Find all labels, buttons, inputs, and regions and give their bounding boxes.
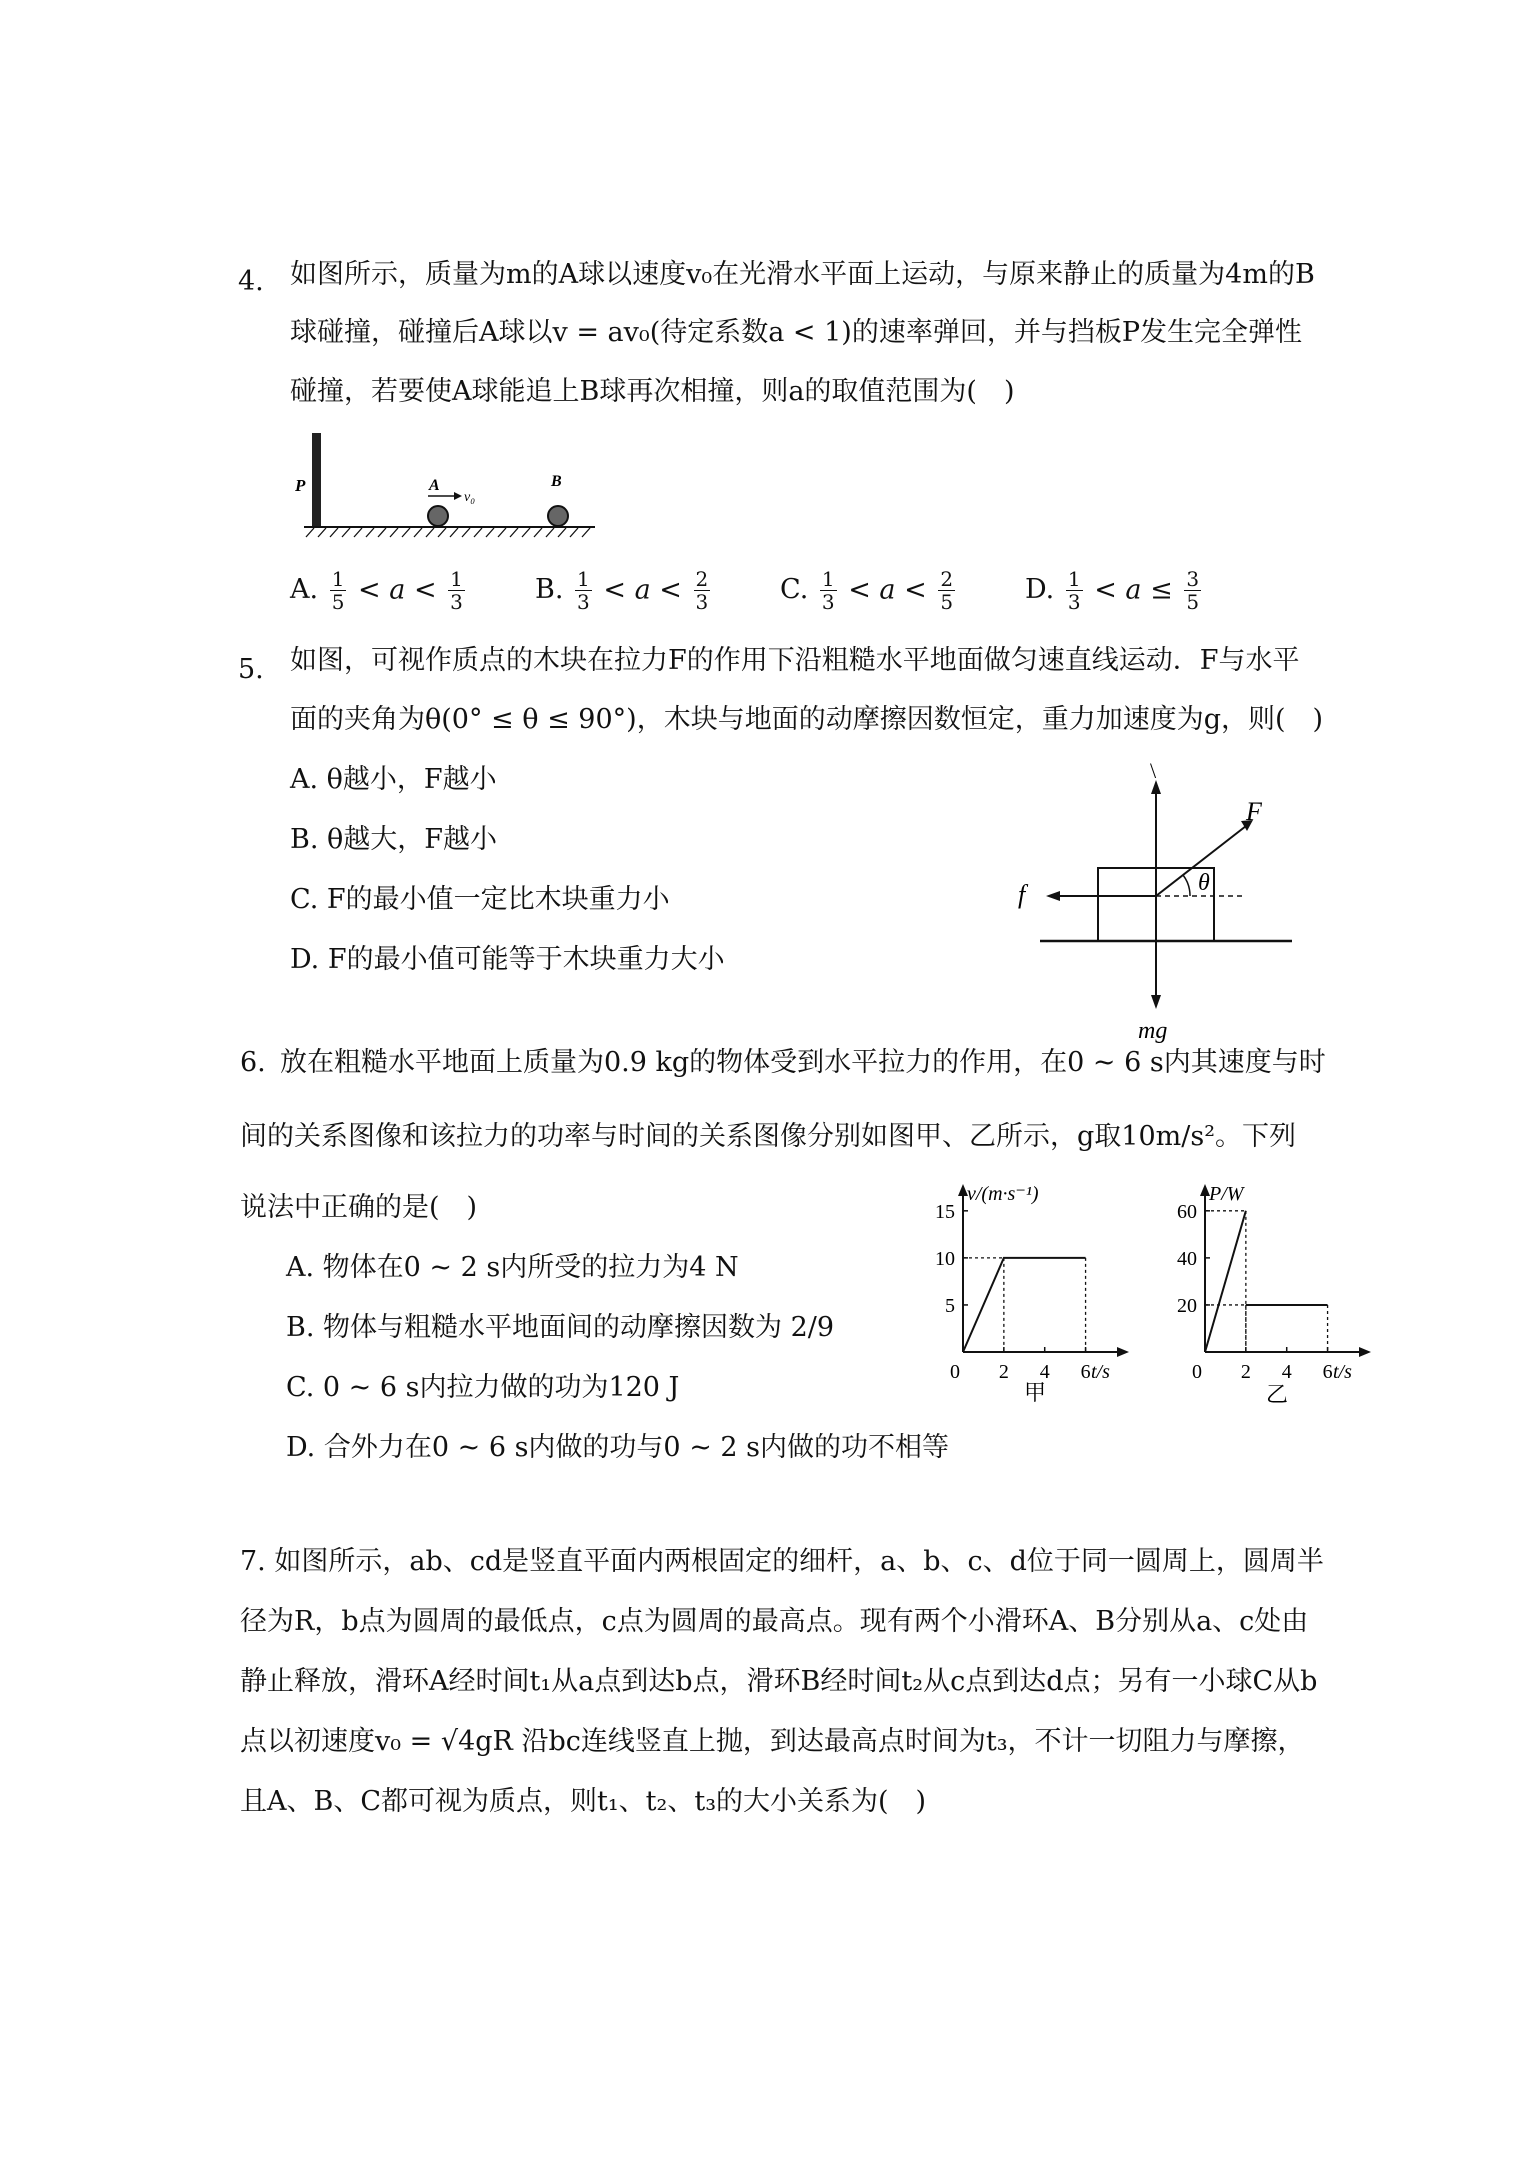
ball-b-label: B bbox=[551, 473, 562, 490]
q7-line-2: 径为R，b点为圆周的最低点，c点为圆周的最高点。现有两个小滑环A、B分别从a、c处由 bbox=[240, 1606, 1309, 1637]
q4-option-b: B. $\frac{1}{3}$ < a < $\frac{2}{3}$ bbox=[535, 567, 709, 614]
ground-hatch bbox=[306, 528, 590, 537]
x-tick-label: 6 bbox=[1080, 1361, 1091, 1383]
weight-label: mg bbox=[1138, 1018, 1168, 1044]
x-axis-label: t/s bbox=[1091, 1361, 1110, 1383]
q4-number: 4. bbox=[238, 266, 264, 297]
q4-figure bbox=[290, 425, 610, 545]
q4-option-c: C. $\frac{1}{3}$ < a < $\frac{2}{5}$ bbox=[780, 567, 954, 614]
pull-force-label: F bbox=[1246, 797, 1262, 826]
ball-b bbox=[548, 506, 568, 526]
normal-force-label: \ bbox=[1150, 758, 1157, 783]
y-tick-label: 10 bbox=[935, 1247, 955, 1270]
q4-option-d: D. $\frac{1}{3}$ < a ≤ $\frac{3}{5}$ bbox=[1025, 567, 1200, 614]
q6-option-d: D. 合外力在0 ~ 6 s内做的功与0 ~ 2 s内做的功不相等 bbox=[286, 1432, 950, 1463]
origin-label: 0 bbox=[1192, 1361, 1202, 1383]
q6-option-a: A. 物体在0 ~ 2 s内所受的拉力为4 N bbox=[286, 1252, 739, 1283]
angle-arc bbox=[1183, 875, 1190, 896]
q4-line-2: 球碰撞，碰撞后A球以v = av₀(待定系数a < 1)的速率弹回，并与挡板P发生完全弹性 bbox=[290, 317, 1303, 348]
q5-option-b: B. θ越大，F越小 bbox=[290, 824, 497, 855]
q6-line-2: 间的关系图像和该拉力的功率与时间的关系图像分别如图甲、乙所示，g取10m/s²。下列 bbox=[240, 1121, 1297, 1152]
q7-line-1: 7. 如图所示，ab、cd是竖直平面内两根固定的细杆，a、b、c、d位于同一圆周上，圆周半 bbox=[240, 1546, 1324, 1577]
y-tick-label: 5 bbox=[945, 1294, 955, 1317]
q6-option-b: B. 物体与粗糙水平地面间的动摩擦因数为 2/9 bbox=[286, 1312, 835, 1343]
x-axis-label: t/s bbox=[1333, 1361, 1352, 1383]
q4-line-1: 如图所示，质量为m的A球以速度v₀在光滑水平面上运动，与原来静止的质量为4m的B bbox=[290, 259, 1315, 290]
q5-line-1: 如图，可视作质点的木块在拉力F的作用下沿粗糙水平地面做匀速直线运动．F与水平 bbox=[290, 645, 1300, 676]
y-axis-label: P/W bbox=[1209, 1183, 1244, 1205]
y-tick-label: 20 bbox=[1177, 1294, 1197, 1317]
q5-figure bbox=[1010, 758, 1310, 1048]
q5-option-c: C. F的最小值一定比木块重力小 bbox=[290, 884, 670, 915]
friction-label: f bbox=[1018, 880, 1026, 909]
q7-line-5: 且A、B、C都可视为质点，则t₁、t₂、t₃的大小关系为( ) bbox=[240, 1786, 927, 1817]
q5-option-a: A. θ越小，F越小 bbox=[290, 764, 497, 795]
chart-caption: 乙 bbox=[1265, 1382, 1289, 1407]
weight-arrowhead bbox=[1151, 995, 1161, 1009]
q6-line-3: 说法中正确的是( ) bbox=[240, 1192, 478, 1223]
y-tick-label: 60 bbox=[1177, 1200, 1197, 1223]
power-time-chart bbox=[1165, 1172, 1380, 1412]
velocity-time-chart bbox=[925, 1172, 1135, 1412]
x-tick-label: 6 bbox=[1322, 1361, 1333, 1383]
origin-label: 0 bbox=[950, 1361, 960, 1383]
x-axis-arrowhead bbox=[1117, 1347, 1129, 1357]
friction-arrowhead bbox=[1046, 891, 1060, 901]
q6-line-1: 放在粗糙水平地面上质量为0.9 kg的物体受到水平拉力的作用，在0 ~ 6 s内其速度与时 bbox=[280, 1047, 1326, 1078]
angle-label: θ bbox=[1198, 870, 1210, 896]
x-tick-label: 4 bbox=[1039, 1361, 1050, 1383]
velocity-label: v₀ bbox=[464, 490, 476, 505]
q5-option-d: D. F的最小值可能等于木块重力大小 bbox=[290, 944, 725, 975]
q7-line-4: 点以初速度v₀ = √4gR 沿bc连线竖直上抛，到达最高点时间为t₃，不计一切阻力与摩擦， bbox=[240, 1726, 1305, 1757]
y-axis-label: v/(m·s⁻¹) bbox=[967, 1183, 1039, 1205]
q7-line-3: 静止释放，滑环A经时间t₁从a点到达b点，滑环B经时间t₂从c点到达d点；另有一小球C从b bbox=[240, 1666, 1318, 1697]
q5-number: 5. bbox=[238, 654, 264, 685]
x-tick-label: 4 bbox=[1281, 1361, 1292, 1383]
x-tick-label: 2 bbox=[1240, 1361, 1251, 1383]
ball-a bbox=[428, 506, 448, 526]
series-line bbox=[963, 1258, 1086, 1352]
x-tick-label: 2 bbox=[998, 1361, 1009, 1383]
velocity-arrowhead bbox=[454, 492, 462, 500]
q5-line-2: 面的夹角为θ(0° ≤ θ ≤ 90°)，木块与地面的动摩擦因数恒定，重力加速度为g，则( ) bbox=[290, 704, 1324, 735]
chart-caption: 甲 bbox=[1023, 1380, 1047, 1405]
q4-line-3: 碰撞，若要使A球能追上B球再次相撞，则a的取值范围为( ) bbox=[290, 376, 1015, 407]
wall-label: P bbox=[295, 476, 306, 495]
series-line bbox=[1205, 1211, 1246, 1352]
q6-number: 6. bbox=[240, 1047, 266, 1078]
q4-option-a: A. $\frac{1}{5}$ < a < $\frac{1}{3}$ bbox=[290, 567, 463, 614]
q6-option-c: C. 0 ~ 6 s内拉力做的功为120 J bbox=[286, 1372, 680, 1403]
x-axis-arrowhead bbox=[1359, 1347, 1371, 1357]
wall-p bbox=[312, 433, 321, 527]
ball-a-label: A bbox=[429, 477, 440, 494]
y-tick-label: 40 bbox=[1177, 1247, 1197, 1270]
y-tick-label: 15 bbox=[935, 1200, 955, 1223]
